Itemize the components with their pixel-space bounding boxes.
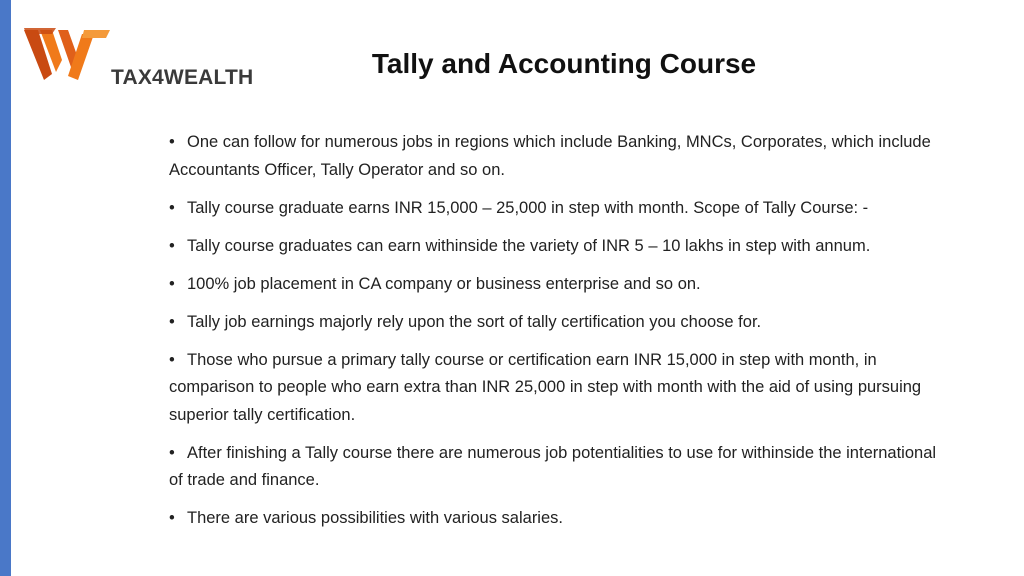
tax4wealth-logo-icon bbox=[22, 24, 112, 84]
bullet-item bbox=[169, 440, 949, 495]
page-title: Tally and Accounting Course bbox=[371, 48, 757, 79]
bullet-dot: • bbox=[169, 443, 175, 462]
bullet-item bbox=[169, 505, 949, 533]
bullet-text: There are various possibilities with various salaries. bbox=[187, 509, 563, 527]
bullet-list bbox=[169, 129, 949, 543]
bullet-text: Tally course graduates can earn withinside the variety of INR 5 – 10 lakhs in step with annum. bbox=[187, 236, 871, 255]
bullet-item bbox=[169, 271, 949, 299]
bullet-item bbox=[169, 129, 949, 184]
bullet-dot: • bbox=[169, 133, 175, 151]
bullet-text: One can follow for numerous jobs in regions which include Banking, MNCs, Corporates, which include Accountants Officer, Tally Operator and so on. bbox=[169, 133, 931, 179]
bullet-item bbox=[169, 347, 949, 430]
bullet-text: Tally course graduate earns INR 15,000 – 25,000 in step with month. Scope of Tally Course: - bbox=[187, 198, 869, 217]
bullet-text: 100% job placement in CA company or business enterprise and so on. bbox=[187, 274, 701, 293]
brand-name: TAX4WEALTH bbox=[111, 66, 254, 89]
bullet-item bbox=[169, 233, 949, 261]
bullet-dot: • bbox=[169, 312, 175, 331]
bullet-dot: • bbox=[169, 350, 175, 369]
bullet-text: Tally job earnings majorly rely upon the sort of tally certification you choose for. bbox=[187, 312, 762, 331]
bullet-dot: • bbox=[169, 198, 175, 217]
bullet-text: Those who pursue a primary tally course or certification earn INR 15,000 in step with month, in comparison to people who earn extra than INR 25,000 in step with month with the aid of using pursuing superior tally certification. bbox=[169, 350, 922, 424]
bullet-dot: • bbox=[169, 274, 175, 293]
bullet-item bbox=[169, 309, 949, 337]
bullet-text: After finishing a Tally course there are numerous job potentialities to use for withinside the international of trade and finance. bbox=[169, 443, 937, 489]
left-accent-bar bbox=[0, 0, 11, 576]
brand-logo bbox=[22, 24, 254, 89]
bullet-dot: • bbox=[169, 509, 175, 527]
bullet-dot: • bbox=[169, 236, 175, 255]
bullet-item bbox=[169, 195, 949, 223]
